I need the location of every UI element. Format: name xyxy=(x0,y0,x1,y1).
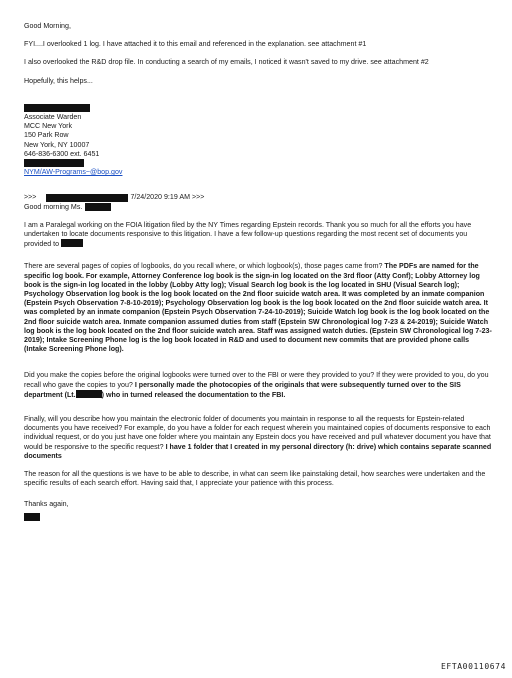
logbooks-answer: The PDFs are named for the specific log book. For example, Attorney Conference log book is the sign-in log located on the 3rd floor (Atty Conf); Lobby Attorney log book is the sign-in log located in the lobby (Lobby Atty log); Visual Search log book is the log located in SHU (Visual Search log); Psychology Observation log book is the log book located on the 2nd floor suicide watch area. It was completed by an inmate companion (Epstein Psych Observation 7-8-10-2019); Psychology Observation log book is the log book located on the 2nd floor suicide watch area. It was completed by an inmate companion (Epstein Psych Observation 7-24-10-2019); Suicide Watch log book is the log book located on the 2nd floor suicide watch area. Inmate companion assumed duties from staff (Epstein SW Chronological log 7-23 & 24-2019); Suicide Watch log book is the log book located on the 2nd floor suicide watch area. Staff was assigned watch duties. (Epstein SW Chronological log 7-23-2019); Intake Screening Phone log is the log book located in R&D and used to document new commits that are provided phone calls (Intake Screening Phone log). xyxy=(24,262,492,354)
folder-answer: I have 1 folder that I created in my personal directory (h: drive) which contains separate scanned documents xyxy=(24,442,492,460)
quoted-greeting-line xyxy=(24,203,492,212)
redacted-closing-name xyxy=(24,513,492,522)
redacted-name xyxy=(24,104,492,113)
redacted-lt-name xyxy=(76,390,102,398)
redacted-recipient xyxy=(85,203,111,211)
logbooks-question xyxy=(24,262,492,354)
paragraph-attachment-2: I also overlooked the R&D drop file. In conducting a search of my emails, I noticed it wasn't saved to my drive. see attachment #2 xyxy=(24,58,429,67)
signature-block xyxy=(24,104,492,178)
paragraph-attachment-1: FYI....I overlooked 1 log. I have attached it to this email and referenced in the explanation. see attachment #1 xyxy=(24,40,367,49)
redacted-line xyxy=(24,159,492,168)
signature-email-link[interactable]: NYM/AW-Programs~@bop.gov xyxy=(24,168,123,177)
quote-prefix: >>> xyxy=(24,193,37,202)
redacted-name-intro xyxy=(61,239,83,247)
quoted-intro: I am a Paralegal working on the FOIA litigation filed by the NY Times regarding Epstein records. Thank you so much for all the efforts you have undertaken to locate documents responsive to this litigation. I have a few follow-up questions regarding the most recent set of documents you provided to xyxy=(24,220,472,249)
redacted-sender xyxy=(46,194,128,202)
paragraph-hope: Hopefully, this helps... xyxy=(24,76,93,85)
closing: Thanks again, xyxy=(24,500,69,509)
folder-question-text: Finally, will you describe how you maintain the electronic folder of documents you maintain in response to all the requests for Epstein-related documents you have received? For example, do you have a folder for each request wherein you maintained copies of documents responsive to each individual request, or do you just have one folder where you maintain any Epstein docs you have received and pull whatever document you have that would be responsive to the specific request? xyxy=(24,415,491,451)
quote-date: 7/24/2020 9:19 AM >>> xyxy=(130,193,205,202)
folder-question xyxy=(24,415,492,461)
email-body xyxy=(24,22,492,522)
copies-answer-2: ) who in turned released the documentation to the FBI. xyxy=(101,390,286,399)
logbooks-question-text: There are several pages of copies of logbooks, do you recall where, or which logbook(s), those pages came from? xyxy=(24,262,383,271)
signature-org: MCC New York xyxy=(24,122,73,131)
reason-paragraph: The reason for all the questions is we have to be able to describe, in what can seem like painstaking detail, how searches were undertaken and the specific results of each search effort. Having said that, I appreciate your patience with this process. xyxy=(24,470,486,488)
quoted-greeting: Good morning Ms. xyxy=(24,202,83,211)
quoted-message xyxy=(24,193,492,521)
signature-street: 150 Park Row xyxy=(24,131,69,140)
quoted-header xyxy=(24,193,492,202)
copies-question xyxy=(24,371,492,400)
signature-phone: 646-836-6300 ext. 6451 xyxy=(24,149,100,158)
bates-number: EFTA00110674 xyxy=(441,662,506,671)
copies-question-text: Did you make the copies before the original logbooks were turned over to the FBI or were they provided to you? If they were provided to you, do you recall who gave the copies to you? xyxy=(24,371,489,389)
signature-city: New York, NY 10007 xyxy=(24,140,90,149)
signature-title: Associate Warden xyxy=(24,113,82,121)
greeting: Good Morning, xyxy=(24,22,71,30)
copies-answer-1: I personally made the photocopies of the originals that were subsequently turned over to the SIS department (Lt. xyxy=(24,380,461,399)
